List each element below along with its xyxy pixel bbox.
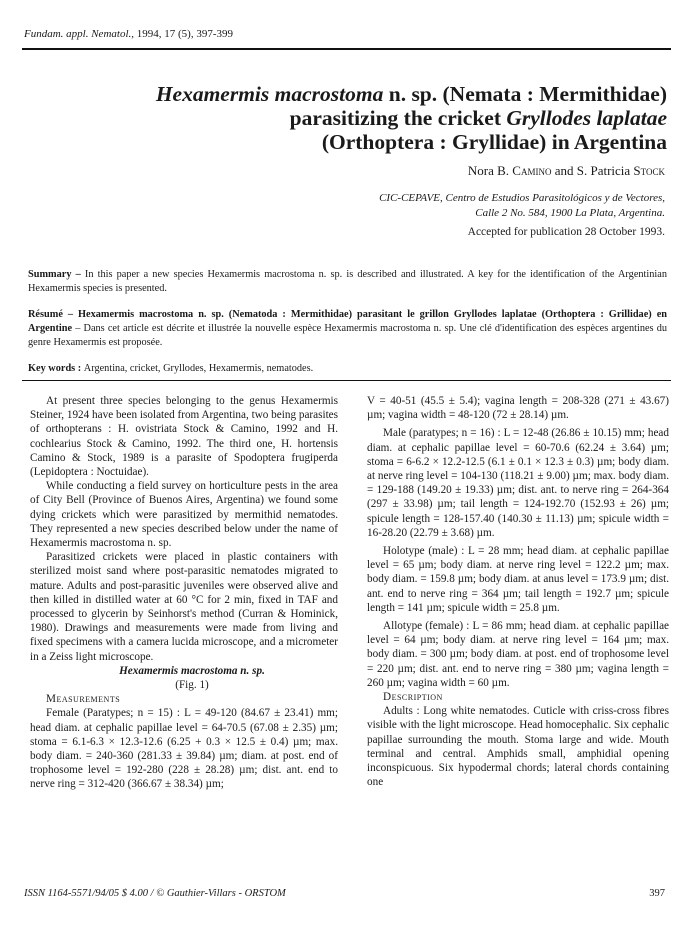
- resume-label: Résumé – Hexamermis macrostoma n. sp. (Nematoda : Mermithidae) parasitant le grillon Gryllodes laplatae (Orthoptera : Grillidae) en Argentine: [28, 309, 667, 334]
- keywords-label: Key words :: [28, 363, 84, 374]
- page-number: 397: [649, 888, 665, 899]
- keywords-text: Argentina, cricket, Gryllodes, Hexamermis, nematodes.: [83, 363, 314, 374]
- journal-citation: [24, 28, 233, 40]
- summary: [28, 268, 667, 296]
- accepted-date: Accepted for publication 28 October 1993.: [467, 226, 665, 238]
- title-line2-pre: parasitizing the cricket: [289, 106, 507, 130]
- journal-volume: 1994, 17 (5), 397-399: [136, 28, 233, 40]
- summary-text: In this paper a new species Hexamermis macrostoma n. sp. is described and illustrated. A key for the identification of the Argentinian Hexamermis species is presented.: [28, 269, 667, 294]
- methods-paragraph: Parasitized crickets were placed in plastic containers with sterilized moist sand where post-parasitic nematodes migrated to mature. Adults and post-parasitic juveniles were observed alive and then killed in distilled water at 60 °C for 2 min, fixed in TAF and processed to glycerin by Seinhorst's method (Curran & Hominick, 1980). Drawings and measurements were made from living and fixed specimens with a camera lucida microscope, and a micrometer in a Zeiss light microscope.: [30, 551, 338, 663]
- male-measurements: Male (paratypes; n = 16) : L = 12-48 (26.86 ± 10.15) mm; head diam. at cephalic papillae level = 60-70.6 (62.24 ± 3.64) µm; stoma = 6-6.2 × 12.2-12.5 (6.1 ± 0.1 × 12.3 ± 0.3) µm; body diam. at nerve ring level = 104-130 (118.21 ± 9.00) µm; max. body diam. = 129-188 (149.20 ± 19.33) µm; dist. ant. to nerve ring = 264-364 (297 ± 33.98) µm; tail length = 124-192.70 (152.93 ± 26) µm; spicule length = 128-157.40 (140.30 ± 11.13) µm; spicule width = 16-28.20 (22.79 ± 3.68) µm.: [367, 427, 669, 539]
- figure-reference: (Fig. 1): [175, 679, 209, 692]
- journal-name: Fundam. appl. Nematol.,: [24, 28, 134, 40]
- description-heading: Description: [383, 691, 443, 704]
- species-heading: Hexamermis macrostoma n. sp.: [119, 664, 265, 677]
- adults-description: Adults : Long white nematodes. Cuticle with criss-cross fibres visible with the light microscope. Head homocephalic. Six cephalic papillae surrounding the mouth. Stoma large and wide. Mouth terminal and central. Amphids small, amphidial opening inconspicuous. Six hypodermal chords; lateral chords containing one: [367, 705, 669, 789]
- title-line1-rest: n. sp. (Nemata : Mermithidae): [383, 82, 667, 106]
- footer-issn: ISSN 1164-5571/94/05 $ 4.00 / © Gauthier-Villars - ORSTOM: [24, 888, 286, 899]
- intro-paragraph-2: While conducting a field survey on horticulture pests in the area of City Bell (Province of Buenos Aires, Argentina) we found some dying crickets which were parasitized by mermithid nematodes. They represented a new species described below under the name of Hexamermis macrostoma n. sp.: [30, 480, 338, 550]
- left-column: [30, 394, 338, 792]
- author2-given: S. Patricia: [576, 163, 634, 178]
- resume: [28, 308, 667, 350]
- title-genus: Hexamermis macrostoma: [155, 82, 384, 106]
- affiliation: [379, 191, 665, 221]
- author2-family: Stock: [633, 163, 665, 178]
- authors-conj: and: [551, 163, 577, 178]
- female-measurements-cont: V = 40-51 (45.5 ± 5.4); vagina length = 208-328 (271 ± 43.67) µm; vagina width = 48-120 (72 ± 28.14) µm.: [367, 395, 669, 422]
- authors: [468, 163, 665, 179]
- header-rule: [22, 48, 671, 50]
- author1-given: Nora B.: [467, 163, 513, 178]
- right-column: [367, 394, 669, 789]
- holotype-measurements: Holotype (male) : L = 28 mm; head diam. at cephalic papillae level = 65 µm; body diam. at nerve ring level = 122.2 µm; max. body diam. = 159.8 µm; body diam. at anus level = 173.9 µm; dist. ant. end to nerve ring = 364 µm; tail length = 192.7 µm; spicule length = 141 µm; spicule width = 25.8 µm.: [367, 545, 669, 614]
- title-species: Gryllodes laplatae: [506, 106, 667, 130]
- affiliation-line2: Calle 2 No. 584, 1900 La Plata, Argentina.: [475, 207, 665, 219]
- title-line3: (Orthoptera : Gryllidae) in Argentina: [321, 130, 667, 154]
- measurements-heading: Measurements: [46, 693, 121, 706]
- female-measurements: Female (Paratypes; n = 15) : L = 49-120 (84.67 ± 23.41) mm; head diam. at cephalic papillae level = 64-70.5 (67.08 ± 2.35) µm; stoma = 6.1-6.3 × 12.3-12.6 (6.25 + 0.3 × 12.5 ± 0.4) µm; max. body diam. = 240-360 (281.33 ± 39.84) µm; diam. at post. end of trophosome level = 192-280 (228 ± 28.28) µm; dist. ant. end to nerve ring = 312-420 (366.67 ± 38.34) µm;: [30, 707, 338, 791]
- intro-paragraph-1: At present three species belonging to the genus Hexamermis Steiner, 1924 have been isolated from Argentina, two being parasites of orthopterans : H. ovistriata Stock & Camino, 1992 and H. cochlearius Stock & Camino, 1992. The third one, H. hortensis Camino & Stock, 1989 is a parasite of Spodoptera frugiperda (Lepidoptera : Noctuidae).: [30, 395, 338, 479]
- paper-title: [107, 82, 667, 154]
- keywords: [28, 362, 667, 376]
- affiliation-line1: CIC-CEPAVE, Centro de Estudios Parasitológicos y de Vectores,: [379, 192, 665, 204]
- abstract-rule: [22, 380, 671, 381]
- summary-label: Summary –: [28, 269, 85, 280]
- allotype-measurements: Allotype (female) : L = 86 mm; head diam. at cephalic papillae level = 64 µm; body diam. at nerve ring level = 164 µm; max. body diam. = 300 µm; body diam. at post. end of trophosome level = 220 µm; dist. ant. end to nerve ring = 380 µm; vagina length = 260 µm; vagina width = 60 µm.: [367, 620, 669, 689]
- author1-family: Camino: [512, 163, 552, 178]
- resume-text: – Dans cet article est décrite et illustrée la nouvelle espèce Hexamermis macrostoma n. sp. Une clé d'identification des espèces argentines du genre Hexamermis est proposée.: [28, 323, 667, 348]
